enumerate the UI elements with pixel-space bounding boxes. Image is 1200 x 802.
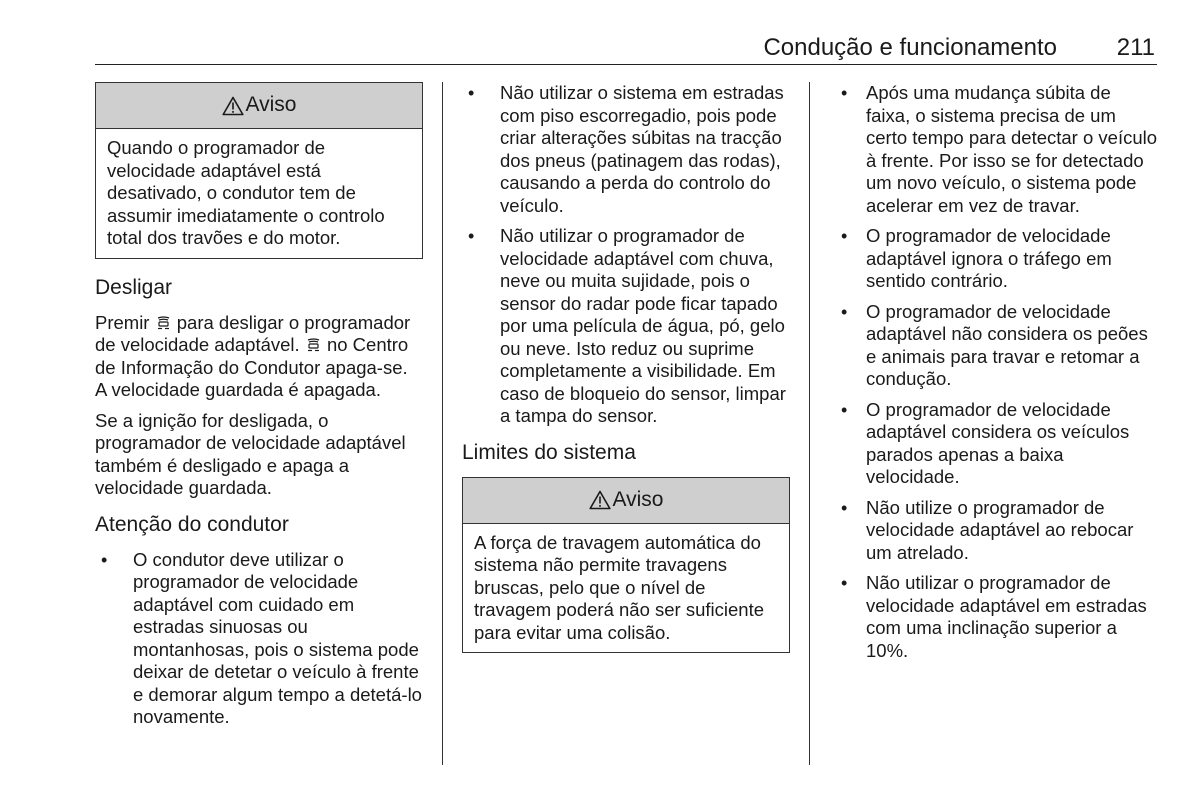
- bullet-icon: •: [841, 573, 848, 593]
- section-heading-limites: Limites do sistema: [462, 440, 636, 464]
- adaptive-cruise-control-icon: [156, 316, 171, 330]
- warning-label: Aviso: [245, 93, 297, 117]
- list-item: [835, 497, 1160, 565]
- list-item-text: Após uma mudança súbita de faixa, o sistema precisa de um certo tempo para detectar o veículo à frente. Por isso se for detectado um novo veículo, o sistema pode acelerar em vez de travar.: [866, 82, 1158, 216]
- warning-header: [96, 83, 422, 129]
- list-item: [835, 82, 1160, 217]
- column-divider: [809, 82, 810, 765]
- list-item: [462, 225, 790, 428]
- warning-triangle-icon: [589, 490, 611, 510]
- list-item-text: O condutor deve utilizar o programador de velocidade adaptável com cuidado em estradas sinuosas ou montanhosas, pois o sistema pode deixar de detetar o veículo à frente e demorar algum tempo a detetá-lo novamente.: [133, 548, 422, 727]
- bullet-icon: •: [841, 83, 848, 103]
- list-item: [835, 399, 1160, 489]
- warning-triangle-icon: [222, 96, 244, 116]
- warning-box: [95, 82, 423, 259]
- paragraph: Se a ignição for desligada, o programador de velocidade adaptável também é desligado e apaga a velocidade guardada.: [95, 409, 406, 498]
- bullet-icon: •: [468, 226, 475, 246]
- list-item: [835, 572, 1160, 662]
- list-item: [835, 301, 1160, 391]
- page-number: 211: [1116, 34, 1155, 61]
- list-item: [95, 549, 423, 729]
- text-span: Premir: [95, 311, 150, 333]
- column-3: [835, 82, 1160, 670]
- warning-box: [462, 477, 790, 654]
- paragraph: [95, 312, 423, 402]
- list-item-text: O programador de velocidade adaptável ignora o tráfego em sentido contrário.: [866, 225, 1112, 291]
- text-span: para desligar o programador de velocidade adaptável.: [95, 311, 411, 355]
- bullet-list: [95, 549, 423, 729]
- text-span: no Centro de Informação do Condutor apaga-se. A velocidade guardada é apagada.: [95, 334, 409, 400]
- warning-header: [463, 478, 789, 524]
- bullet-icon: •: [841, 399, 848, 420]
- bullet-icon: •: [468, 83, 475, 103]
- column-1: [95, 82, 423, 737]
- bullet-icon: •: [841, 301, 848, 322]
- list-item-text: O programador de velocidade adaptável não considera os peões e animais para travar e retomar a condução.: [866, 300, 1148, 389]
- list-item-text: Não utilizar o programador de velocidade adaptável em estradas com uma inclinação superior a 10%.: [866, 572, 1147, 661]
- warning-text: A força de travagem automática do sistema não permite travagens bruscas, pelo que o nível de travagem poderá não ser suficiente para evitar uma colisão.: [474, 531, 765, 643]
- column-divider: [442, 82, 443, 765]
- list-item: [462, 82, 790, 217]
- adaptive-cruise-control-icon: [306, 338, 321, 352]
- list-item-text: Não utilizar o sistema em estradas com piso escorregadio, pois pode criar alterações súbitas na tracção dos pneus (patinagem das rodas), causando a perda do controlo do veículo.: [500, 82, 784, 216]
- list-item-text: Não utilizar o programador de velocidade adaptável com chuva, neve ou muita sujidade, pois o sensor do radar pode ficar tapado por uma película de água, pó, gelo ou neve. Isto reduz ou suprime completamente a visibilidade. Em caso de bloqueio do sensor, limpar a tampa do sensor.: [500, 225, 786, 426]
- warning-text: Quando o programador de velocidade adaptável está desativado, o condutor tem de assumir imediatamente o controlo total dos travões e do motor.: [107, 137, 385, 248]
- section-heading-atencao: Atenção do condutor: [95, 512, 289, 536]
- bullet-icon: •: [841, 226, 848, 246]
- bullet-list: [462, 82, 790, 428]
- page-header: [95, 30, 1157, 65]
- list-item-text: O programador de velocidade adaptável considera os veículos parados apenas a baixa velocidade.: [866, 398, 1130, 487]
- warning-label: Aviso: [612, 487, 664, 511]
- bullet-icon: •: [841, 497, 848, 518]
- list-item-text: Não utilize o programador de velocidade adaptável ao rebocar um atrelado.: [866, 496, 1134, 563]
- list-item: [835, 225, 1160, 293]
- column-2: [462, 82, 790, 669]
- section-heading-desligar: Desligar: [95, 275, 173, 299]
- bullet-icon: •: [101, 549, 108, 570]
- bullet-list: [835, 82, 1160, 662]
- section-title: Condução e funcionamento: [763, 34, 1057, 61]
